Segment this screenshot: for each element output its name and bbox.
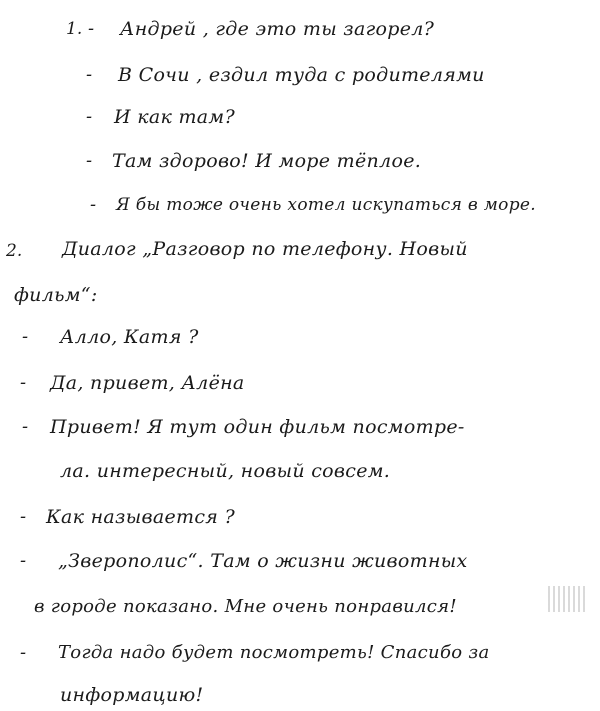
dialogue-line: Я бы тоже очень хотел искупаться в море. bbox=[116, 195, 536, 215]
dash: - bbox=[20, 506, 27, 527]
dash: - bbox=[22, 326, 29, 347]
dash: - bbox=[86, 150, 93, 171]
dash: - bbox=[88, 18, 95, 39]
section-2-title-continued: фильм“: bbox=[14, 284, 98, 306]
dialogue-line-continued: ла. интересный, новый совсем. bbox=[60, 460, 391, 482]
dialogue-line: В Сочи , ездил туда с родителями bbox=[118, 64, 485, 86]
dash: - bbox=[20, 642, 27, 663]
dash: - bbox=[86, 64, 93, 85]
dialogue-line-continued: в городе показано. Мне очень понравился! bbox=[34, 596, 457, 617]
dialogue-line: Там здорово! И море тёплое. bbox=[112, 150, 422, 172]
section-2-title: Диалог „Разговор по телефону. Новый bbox=[62, 238, 468, 260]
section-1-number: 1. bbox=[66, 19, 83, 39]
dialogue-line: Да, привет, Алёна bbox=[50, 372, 245, 394]
dash: - bbox=[22, 416, 29, 437]
dialogue-line-continued: информацию! bbox=[60, 684, 204, 706]
dialogue-line: И как там? bbox=[114, 106, 235, 128]
dash: - bbox=[90, 194, 97, 215]
dash: - bbox=[20, 550, 27, 571]
dialogue-line: Андрей , где это ты загорел? bbox=[120, 18, 435, 40]
dialogue-line: Тогда надо будет посмотреть! Спасибо за bbox=[58, 642, 490, 663]
section-2-number: 2. bbox=[6, 241, 23, 261]
dash: - bbox=[20, 372, 27, 393]
dialogue-line: Как называется ? bbox=[46, 506, 235, 528]
dialogue-line: Алло, Катя ? bbox=[60, 326, 199, 348]
dash: - bbox=[86, 106, 93, 127]
ink-smudge bbox=[548, 586, 588, 612]
dialogue-line: Привет! Я тут один фильм посмотре- bbox=[50, 416, 465, 438]
dialogue-line: „Зверополис“. Там о жизни животных bbox=[58, 550, 468, 572]
